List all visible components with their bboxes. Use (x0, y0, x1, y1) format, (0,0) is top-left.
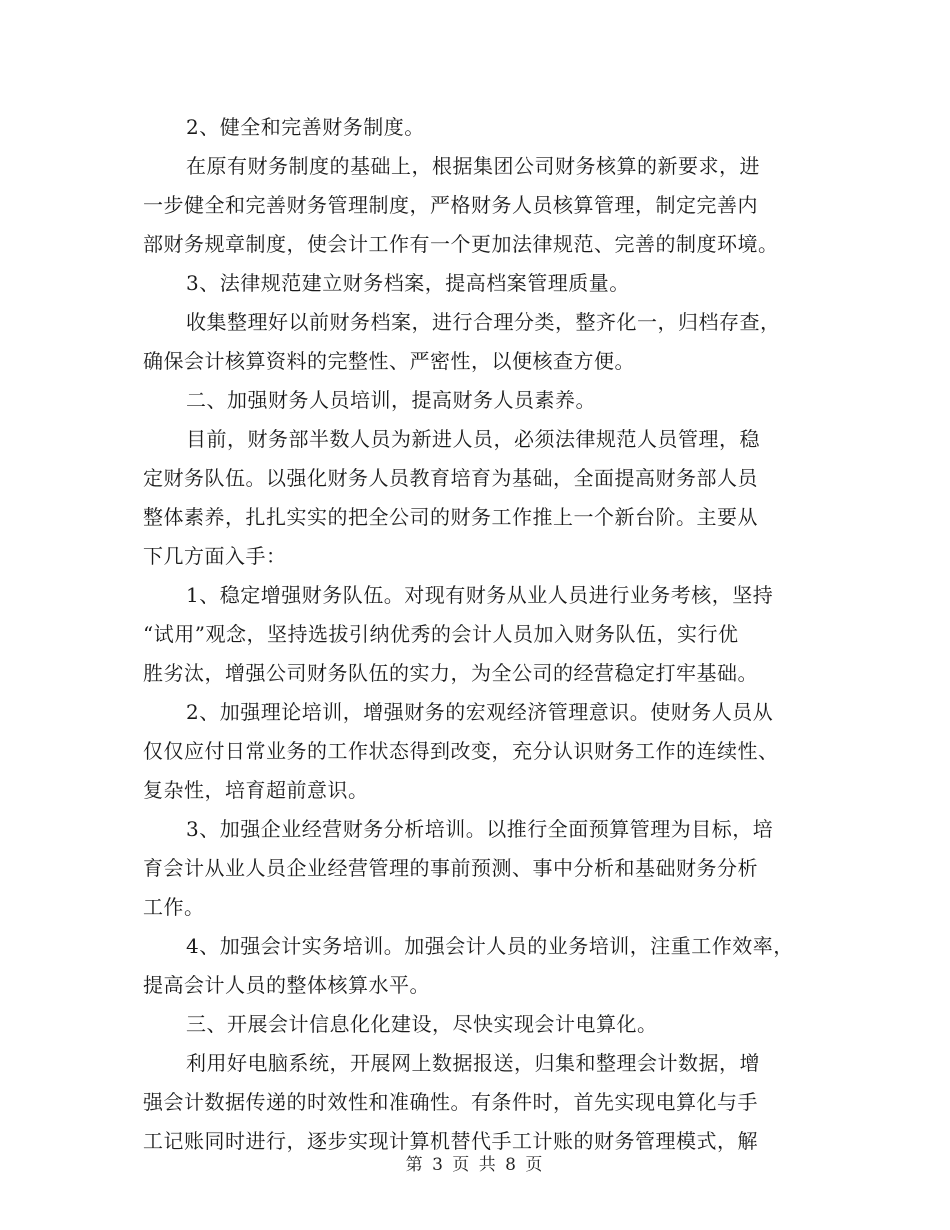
text-line: 工记账同时进行，逐步实现计算机替代手工计账的财务管理模式，解 (143, 1129, 758, 1153)
paragraph (143, 147, 823, 264)
paragraph (143, 108, 823, 147)
text-line: 下几方面入手： (143, 544, 287, 568)
text-line: 一步健全和完善财务管理制度，严格财务人员核算管理，制定完善内 (143, 193, 758, 217)
text-line: “试用”观念，坚持选拔引纳优秀的会计人员加入财务队伍，实行优 (143, 622, 739, 646)
text-line: 确保会计核算资料的完整性、严密性，以便核查方便。 (143, 349, 635, 373)
paragraph (143, 576, 823, 693)
text-line: 2、健全和完善财务制度。 (186, 115, 425, 139)
text-line: 目前，财务部半数人员为新进人员，必须法律规范人员管理，稳 (186, 427, 760, 451)
text-line: 育会计从业人员企业经营管理的事前预测、事中分析和基础财务分析 (143, 856, 758, 880)
text-line: 提高会计人员的整体核算水平。 (143, 973, 430, 997)
text-line: 1、稳定增强财务队伍。对现有财务从业人员进行业务考核，坚持 (186, 583, 774, 607)
text-line: 定财务队伍。以强化财务人员教育培育为基础，全面提高财务部人员 (143, 466, 758, 490)
paragraph (143, 810, 823, 927)
text-line: 整体素养，扎扎实实的把全公司的财务工作推上一个新台阶。主要从 (143, 505, 758, 529)
paragraph (143, 303, 823, 381)
text-line: 胜劣汰，增强公司财务队伍的实力，为全公司的经营稳定打牢基础。 (143, 661, 758, 685)
text-line: 4、加强会计实务培训。加强会计人员的业务培训，注重工作效率， (186, 934, 794, 958)
text-line: 三、开展会计信息化化建设，尽快实现会计电算化。 (186, 1012, 658, 1036)
text-line: 3、加强企业经营财务分析培训。以推行全面预算管理为目标，培 (186, 817, 774, 841)
text-line: 2、加强理论培训，增强财务的宏观经济管理意识。使财务人员从 (186, 700, 774, 724)
paragraph (143, 1005, 823, 1044)
text-line: 工作。 (143, 895, 205, 919)
paragraph (143, 264, 823, 303)
paragraph (143, 420, 823, 576)
text-line: 在原有财务制度的基础上，根据集团公司财务核算的新要求，进 (186, 154, 760, 178)
page-footer: 第 3 页 共 8 页 (405, 1155, 545, 1175)
paragraph (143, 693, 823, 810)
text-line: 强会计数据传递的时效性和准确性。有条件时，首先实现电算化与手 (143, 1090, 758, 1114)
text-line: 二、加强财务人员培训，提高财务人员素养。 (186, 388, 596, 412)
text-line: 利用好电脑系统，开展网上数据报送，归集和整理会计数据，增 (186, 1051, 760, 1075)
paragraph (143, 381, 823, 420)
text-line: 部财务规章制度，使会计工作有一个更加法律规范、完善的制度环境。 (143, 232, 779, 256)
text-line: 3、法律规范建立财务档案，提高档案管理质量。 (186, 271, 630, 295)
text-line: 收集整理好以前财务档案，进行合理分类，整齐化一，归档存查， (186, 310, 781, 334)
document-body (143, 108, 823, 1161)
text-line: 仅仅应付日常业务的工作状态得到改变，充分认识财务工作的连续性、 (143, 739, 779, 763)
paragraph (143, 1044, 823, 1161)
paragraph (143, 927, 823, 1005)
text-line: 复杂性，培育超前意识。 (143, 778, 369, 802)
